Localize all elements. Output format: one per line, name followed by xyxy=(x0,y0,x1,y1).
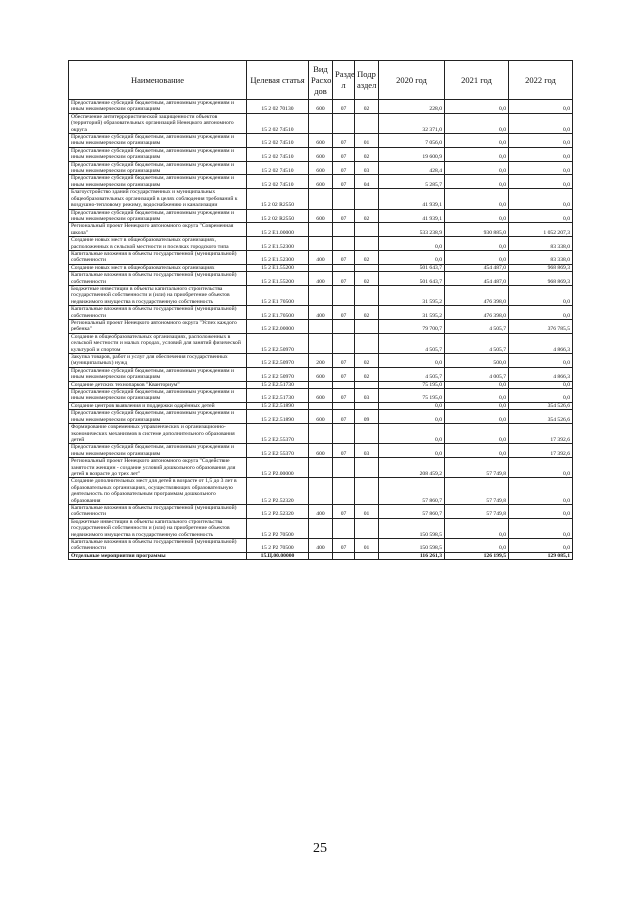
row-value-2022: 0,0 xyxy=(509,458,573,478)
row-podrazdel: 02 xyxy=(355,209,379,223)
row-razdel: 07 xyxy=(333,161,355,175)
row-name: Капитальные вложения в объекты государственной (муниципальной) собственности xyxy=(69,539,247,553)
row-target-code: 15 2 E1.55200 xyxy=(247,272,309,286)
row-podrazdel: 09 xyxy=(355,410,379,424)
row-podrazdel: 02 xyxy=(355,354,379,368)
row-podrazdel xyxy=(355,552,379,559)
row-vid: 200 xyxy=(309,354,333,368)
table-row xyxy=(69,272,573,286)
row-target-code: 15 2 E1.52300 xyxy=(247,250,309,264)
row-name: Создание новых мест в общеобразовательных организациях, расположенных в сельской местности и поселках городского типа xyxy=(69,237,247,251)
row-value-2021: 57 749,8 xyxy=(445,504,509,518)
row-vid: 600 xyxy=(309,147,333,161)
row-value-2022: 0,0 xyxy=(509,113,573,133)
row-vid xyxy=(309,237,333,251)
row-value-2021: 0,0 xyxy=(445,175,509,189)
table-row xyxy=(69,333,573,353)
row-vid xyxy=(309,458,333,478)
row-value-2022: 968 869,3 xyxy=(509,272,573,286)
row-name: Региональный проект Ненецкого автономного округа "Современная школа" xyxy=(69,223,247,237)
row-target-code: 15 2 02 74510 xyxy=(247,161,309,175)
row-target-code: 15 2 02 74510 xyxy=(247,113,309,133)
row-vid: 400 xyxy=(309,539,333,553)
row-value-2020: 75 195,0 xyxy=(379,381,445,388)
row-value-2022: 0,0 xyxy=(509,518,573,538)
row-value-2020: 5 285,7 xyxy=(379,175,445,189)
row-vid xyxy=(309,189,333,209)
table-row xyxy=(69,320,573,334)
row-razdel: 07 xyxy=(333,539,355,553)
row-value-2020: 0,0 xyxy=(379,410,445,424)
row-name: Капитальные вложения в объекты государственной (муниципальной) собственности xyxy=(69,504,247,518)
row-value-2021: 0,0 xyxy=(445,189,509,209)
row-value-2021: 0,0 xyxy=(445,410,509,424)
row-name: Предоставление субсидий бюджетным, автономным учреждениям и иным некоммерческим организациям xyxy=(69,444,247,458)
row-vid xyxy=(309,424,333,444)
row-razdel xyxy=(333,518,355,538)
row-razdel: 07 xyxy=(333,444,355,458)
row-target-code: 15 2 P2 70500 xyxy=(247,539,309,553)
row-value-2022: 0,0 xyxy=(509,478,573,505)
row-value-2021: 476 398,0 xyxy=(445,285,509,305)
row-razdel xyxy=(333,189,355,209)
row-value-2022: 4 866,3 xyxy=(509,367,573,381)
row-value-2020: 75 195,0 xyxy=(379,389,445,403)
row-vid: 600 xyxy=(309,209,333,223)
row-target-code: 15 2 E2.50970 xyxy=(247,333,309,353)
table-row xyxy=(69,113,573,133)
row-target-code: 15 2 E2.51730 xyxy=(247,389,309,403)
row-podrazdel xyxy=(355,424,379,444)
row-target-code: 15 2 E1.55200 xyxy=(247,264,309,271)
row-razdel xyxy=(333,424,355,444)
row-name: Предоставление субсидий бюджетным, автономным учреждениям и иным некоммерческим организациям xyxy=(69,367,247,381)
row-target-code: 15 2 E2.51890 xyxy=(247,410,309,424)
row-vid: 600 xyxy=(309,134,333,148)
row-name: Создание дополнительных мест для детей в возрасте от 1,5 до 3 лет в образовательных организациях, осуществляющих образовательную деятельность по образовательным программам дошкольного образования xyxy=(69,478,247,505)
row-value-2020: 150 598,5 xyxy=(379,518,445,538)
row-razdel xyxy=(333,478,355,505)
row-podrazdel xyxy=(355,189,379,209)
row-value-2022: 0,0 xyxy=(509,381,573,388)
row-value-2021: 57 749,8 xyxy=(445,478,509,505)
row-target-code: 15 2 E2.50970 xyxy=(247,354,309,368)
row-value-2020: 0,0 xyxy=(379,402,445,409)
row-razdel xyxy=(333,552,355,559)
row-razdel xyxy=(333,381,355,388)
row-name: Капитальные вложения в объекты государственной (муниципальной) собственности xyxy=(69,272,247,286)
row-value-2022: 0,0 xyxy=(509,209,573,223)
row-target-code: 15 2 E2.51730 xyxy=(247,381,309,388)
page-number: 25 xyxy=(313,841,327,856)
row-value-2021: 0,0 xyxy=(445,389,509,403)
header-name: Наименование xyxy=(69,61,247,100)
row-vid xyxy=(309,320,333,334)
row-podrazdel xyxy=(355,113,379,133)
table-row xyxy=(69,306,573,320)
row-razdel: 07 xyxy=(333,354,355,368)
row-razdel: 07 xyxy=(333,209,355,223)
row-value-2022: 4 866,3 xyxy=(509,333,573,353)
row-podrazdel: 01 xyxy=(355,539,379,553)
table-row xyxy=(69,381,573,388)
row-name: Создание в общеобразовательных организациях, расположенных в сельской местности и малых городах, условий для занятий физической культурой и спортом xyxy=(69,333,247,353)
row-razdel xyxy=(333,113,355,133)
row-value-2020: 0,0 xyxy=(379,237,445,251)
table-row xyxy=(69,518,573,538)
row-podrazdel xyxy=(355,223,379,237)
row-razdel xyxy=(333,402,355,409)
row-value-2021: 0,0 xyxy=(445,100,509,114)
row-vid: 600 xyxy=(309,389,333,403)
row-value-2022: 354 526,6 xyxy=(509,410,573,424)
row-podrazdel xyxy=(355,381,379,388)
row-vid: 400 xyxy=(309,250,333,264)
row-podrazdel: 03 xyxy=(355,444,379,458)
row-value-2020: 0,0 xyxy=(379,444,445,458)
row-razdel: 07 xyxy=(333,250,355,264)
row-target-code: 15 2 02 R2550 xyxy=(247,209,309,223)
row-value-2022: 0,0 xyxy=(509,161,573,175)
row-value-2022: 0,0 xyxy=(509,147,573,161)
row-vid: 600 xyxy=(309,410,333,424)
row-name: Создание новых мест в общеобразовательных организациях xyxy=(69,264,247,271)
row-name: Предоставление субсидий бюджетным, автономным учреждениям и иным некоммерческим организациям xyxy=(69,175,247,189)
row-value-2020: 41 939,1 xyxy=(379,189,445,209)
row-podrazdel: 02 xyxy=(355,272,379,286)
row-name: Формирование современных управленческих и организационно-экономических механизмов в системе дополнительного образования детей xyxy=(69,424,247,444)
row-target-code: 15 2 02 70130 xyxy=(247,100,309,114)
header-2021: 2021 год xyxy=(445,61,509,100)
row-target-code: 15 2 E2 55370 xyxy=(247,444,309,458)
row-podrazdel: 01 xyxy=(355,134,379,148)
row-razdel: 07 xyxy=(333,504,355,518)
row-value-2020: 501 643,7 xyxy=(379,272,445,286)
table-row xyxy=(69,539,573,553)
row-podrazdel: 02 xyxy=(355,250,379,264)
table-row xyxy=(69,402,573,409)
row-podrazdel: 02 xyxy=(355,147,379,161)
table-row xyxy=(69,223,573,237)
row-podrazdel: 02 xyxy=(355,100,379,114)
row-target-code: 15 2 02 74510 xyxy=(247,134,309,148)
table-row xyxy=(69,478,573,505)
row-value-2020: 41 939,1 xyxy=(379,209,445,223)
row-name: Бюджетные инвестиции в объекты капитального строительства государственной собственности и (или) на приобретение объектов недвижимого имущества в государственную собственность xyxy=(69,285,247,305)
row-razdel xyxy=(333,333,355,353)
budget-table xyxy=(68,60,573,560)
row-razdel xyxy=(333,223,355,237)
row-value-2020: 32 371,0 xyxy=(379,113,445,133)
row-name: Предоставление субсидий бюджетным, автономным учреждениям и иным некоммерческим организациям xyxy=(69,147,247,161)
row-name: Создание центров выявления и поддержки одарённых детей xyxy=(69,402,247,409)
row-value-2021: 0,0 xyxy=(445,518,509,538)
table-row xyxy=(69,354,573,368)
row-value-2022: 0,0 xyxy=(509,285,573,305)
row-value-2020: 4 505,7 xyxy=(379,367,445,381)
row-razdel xyxy=(333,264,355,271)
row-target-code: 15 2 E1 70500 xyxy=(247,285,309,305)
row-podrazdel xyxy=(355,458,379,478)
row-vid xyxy=(309,113,333,133)
row-vid xyxy=(309,333,333,353)
row-vid xyxy=(309,478,333,505)
row-name: Предоставление субсидий бюджетным, автономным учреждениям и иным некоммерческим организациям xyxy=(69,161,247,175)
row-value-2022: 83 338,0 xyxy=(509,250,573,264)
row-value-2022: 0,0 xyxy=(509,100,573,114)
row-podrazdel xyxy=(355,402,379,409)
row-value-2020: 501 643,7 xyxy=(379,264,445,271)
row-target-code: 15 2 02 R2550 xyxy=(247,189,309,209)
row-razdel: 07 xyxy=(333,367,355,381)
row-name: Обеспечение антитеррористической защищенности объектов (территорий) образовательных организаций Ненецкого автономного округа xyxy=(69,113,247,133)
row-value-2022: 1 052 207,3 xyxy=(509,223,573,237)
row-podrazdel xyxy=(355,237,379,251)
row-value-2020: 31 595,2 xyxy=(379,285,445,305)
row-value-2021: 4 005,7 xyxy=(445,367,509,381)
table-header-row xyxy=(69,61,573,100)
table-row xyxy=(69,237,573,251)
row-target-code: 15 2 E2.00000 xyxy=(247,320,309,334)
row-vid: 600 xyxy=(309,175,333,189)
table-row xyxy=(69,410,573,424)
row-razdel: 07 xyxy=(333,410,355,424)
row-vid: 600 xyxy=(309,100,333,114)
row-razdel: 07 xyxy=(333,272,355,286)
row-value-2021: 0,0 xyxy=(445,113,509,133)
row-value-2021: 57 749,8 xyxy=(445,458,509,478)
header-2020: 2020 год xyxy=(379,61,445,100)
row-target-code: 15 2 E1.52300 xyxy=(247,237,309,251)
row-razdel: 07 xyxy=(333,389,355,403)
row-target-code: 15 2 E2.51890 xyxy=(247,402,309,409)
row-razdel xyxy=(333,458,355,478)
header-target: Целевая статья xyxy=(247,61,309,100)
row-value-2022: 376 785,5 xyxy=(509,320,573,334)
row-razdel xyxy=(333,237,355,251)
row-value-2022: 0,0 xyxy=(509,189,573,209)
row-value-2020: 57 860,7 xyxy=(379,478,445,505)
row-value-2021: 930 885,0 xyxy=(445,223,509,237)
row-target-code: 15 2 E2 50970 xyxy=(247,367,309,381)
table-row xyxy=(69,389,573,403)
table-row xyxy=(69,264,573,271)
row-vid xyxy=(309,285,333,305)
row-vid: 400 xyxy=(309,306,333,320)
row-podrazdel: 02 xyxy=(355,367,379,381)
row-value-2021: 0,0 xyxy=(445,134,509,148)
row-value-2021: 4 505,7 xyxy=(445,333,509,353)
row-value-2021: 500,0 xyxy=(445,354,509,368)
row-value-2020: 116 261,3 xyxy=(379,552,445,559)
row-value-2020: 57 860,7 xyxy=(379,504,445,518)
row-podrazdel: 03 xyxy=(355,161,379,175)
row-value-2021: 476 398,0 xyxy=(445,306,509,320)
row-target-code: 15 2 02 74510 xyxy=(247,175,309,189)
row-value-2021: 454 487,0 xyxy=(445,272,509,286)
row-podrazdel: 02 xyxy=(355,306,379,320)
table-row xyxy=(69,147,573,161)
row-vid: 400 xyxy=(309,504,333,518)
row-podrazdel: 01 xyxy=(355,504,379,518)
table-row xyxy=(69,100,573,114)
row-name: Региональный проект Ненецкого автономного округа "Содействие занятости женщин - создание условий дошкольного образования для детей в возрасте до трех лет" xyxy=(69,458,247,478)
row-value-2022: 0,0 xyxy=(509,306,573,320)
row-razdel xyxy=(333,285,355,305)
row-value-2022: 0,0 xyxy=(509,134,573,148)
row-value-2022: 83 338,0 xyxy=(509,237,573,251)
row-name: Создание детских технопарков "Кванториум" xyxy=(69,381,247,388)
row-target-code: 15 2 P2.00000 xyxy=(247,458,309,478)
row-value-2021: 0,0 xyxy=(445,424,509,444)
row-value-2021: 4 505,7 xyxy=(445,320,509,334)
row-value-2020: 533 238,9 xyxy=(379,223,445,237)
row-name: Капитальные вложения в объекты государственной (муниципальной) собственности xyxy=(69,306,247,320)
row-value-2021: 454 487,0 xyxy=(445,264,509,271)
row-podrazdel xyxy=(355,320,379,334)
row-target-code: 15 2 E2.55370 xyxy=(247,424,309,444)
row-value-2022: 0,0 xyxy=(509,539,573,553)
table-row xyxy=(69,209,573,223)
row-value-2020: 428,4 xyxy=(379,161,445,175)
row-vid xyxy=(309,264,333,271)
row-value-2021: 0,0 xyxy=(445,237,509,251)
row-name: Благоустройство зданий государственных и муниципальных общеобразовательных организаций в целях соблюдения требований к воздушно-тепловому режиму, водоснабжению и канализации xyxy=(69,189,247,209)
row-value-2020: 31 595,2 xyxy=(379,306,445,320)
row-podrazdel xyxy=(355,518,379,538)
row-podrazdel xyxy=(355,333,379,353)
row-razdel: 07 xyxy=(333,134,355,148)
row-value-2022: 968 869,3 xyxy=(509,264,573,271)
row-podrazdel: 03 xyxy=(355,389,379,403)
row-value-2021: 0,0 xyxy=(445,147,509,161)
row-name: Предоставление субсидий бюджетным, автономным учреждениям и иным некоммерческим организациям xyxy=(69,209,247,223)
row-value-2020: 208 459,2 xyxy=(379,458,445,478)
row-vid xyxy=(309,552,333,559)
row-value-2022: 0,0 xyxy=(509,504,573,518)
row-name: Капитальные вложения в объекты государственной (муниципальной) собственности xyxy=(69,250,247,264)
row-name: Предоставление субсидий бюджетным, автономным учреждениям и иным некоммерческим организациям xyxy=(69,100,247,114)
row-value-2021: 0,0 xyxy=(445,161,509,175)
header-podrazdel: Подр аздел xyxy=(355,61,379,100)
header-razdel: Разде л xyxy=(333,61,355,100)
table-row xyxy=(69,444,573,458)
row-value-2021: 0,0 xyxy=(445,444,509,458)
row-value-2020: 7 056,0 xyxy=(379,134,445,148)
row-value-2020: 19 600,9 xyxy=(379,147,445,161)
row-value-2022: 0,0 xyxy=(509,175,573,189)
row-value-2021: 0,0 xyxy=(445,402,509,409)
row-value-2022: 0,0 xyxy=(509,389,573,403)
row-value-2020: 79 700,7 xyxy=(379,320,445,334)
table-row xyxy=(69,504,573,518)
row-name: Бюджетные инвестиции в объекты капитального строительства государственной собственности и (или) на приобретение объектов недвижимого имущества в государственную собственность xyxy=(69,518,247,538)
row-value-2022: 129 085,1 xyxy=(509,552,573,559)
row-value-2021: 126 199,5 xyxy=(445,552,509,559)
table-row xyxy=(69,458,573,478)
row-vid xyxy=(309,518,333,538)
row-target-code: 15 2 E1.70500 xyxy=(247,306,309,320)
row-value-2020: 150 598,5 xyxy=(379,539,445,553)
row-vid: 600 xyxy=(309,161,333,175)
row-target-code: 15 2 P2.52320 xyxy=(247,504,309,518)
table-row xyxy=(69,424,573,444)
budget-table-sheet xyxy=(68,60,572,560)
table-row xyxy=(69,189,573,209)
row-podrazdel: 04 xyxy=(355,175,379,189)
table-row xyxy=(69,134,573,148)
row-value-2022: 17 392,6 xyxy=(509,424,573,444)
row-razdel: 07 xyxy=(333,100,355,114)
table-row xyxy=(69,175,573,189)
row-name: Предоставление субсидий бюджетным, автономным учреждениям и иным некоммерческим организациям xyxy=(69,410,247,424)
row-value-2022: 354 526,6 xyxy=(509,402,573,409)
row-podrazdel xyxy=(355,264,379,271)
row-vid: 600 xyxy=(309,367,333,381)
row-value-2020: 0,0 xyxy=(379,424,445,444)
table-row xyxy=(69,367,573,381)
table-row xyxy=(69,285,573,305)
row-value-2021: 0,0 xyxy=(445,381,509,388)
row-razdel xyxy=(333,320,355,334)
row-podrazdel xyxy=(355,478,379,505)
row-name: Региональный проект Ненецкого автономного округа "Успех каждого ребенка" xyxy=(69,320,247,334)
row-vid xyxy=(309,381,333,388)
row-value-2021: 0,0 xyxy=(445,250,509,264)
row-vid xyxy=(309,402,333,409)
row-value-2020: 0,0 xyxy=(379,250,445,264)
row-razdel: 07 xyxy=(333,306,355,320)
row-name: Предоставление субсидий бюджетным, автономным учреждениям и иным некоммерческим организациям xyxy=(69,389,247,403)
row-podrazdel xyxy=(355,285,379,305)
row-value-2022: 0,0 xyxy=(509,354,573,368)
row-vid: 600 xyxy=(309,444,333,458)
row-value-2020: 0,0 xyxy=(379,354,445,368)
row-value-2020: 228,0 xyxy=(379,100,445,114)
table-row xyxy=(69,250,573,264)
row-value-2021: 0,0 xyxy=(445,209,509,223)
row-target-code: 15 2 E1.00000 xyxy=(247,223,309,237)
row-target-code: 15 2 02 74510 xyxy=(247,147,309,161)
header-vid: Вид Расхо дов xyxy=(309,61,333,100)
row-razdel: 07 xyxy=(333,147,355,161)
row-target-code: 15 2 P2.52320 xyxy=(247,478,309,505)
row-value-2022: 17 392,6 xyxy=(509,444,573,458)
row-target-code: 15.Ц.00.00000 xyxy=(247,552,309,559)
row-value-2021: 0,0 xyxy=(445,539,509,553)
row-name: Закупка товаров, работ и услуг для обеспечения государственных (муниципальных) нужд xyxy=(69,354,247,368)
header-2022: 2022 год xyxy=(509,61,573,100)
table-row xyxy=(69,552,573,559)
row-razdel: 07 xyxy=(333,175,355,189)
row-target-code: 15 2 P2 70500 xyxy=(247,518,309,538)
row-name: Отдельные мероприятия программы xyxy=(69,552,247,559)
row-name: Предоставление субсидий бюджетным, автономным учреждениям и иным некоммерческим организациям xyxy=(69,134,247,148)
row-value-2020: 4 505,7 xyxy=(379,333,445,353)
table-body xyxy=(69,100,573,560)
row-vid xyxy=(309,223,333,237)
table-row xyxy=(69,161,573,175)
row-vid: 400 xyxy=(309,272,333,286)
